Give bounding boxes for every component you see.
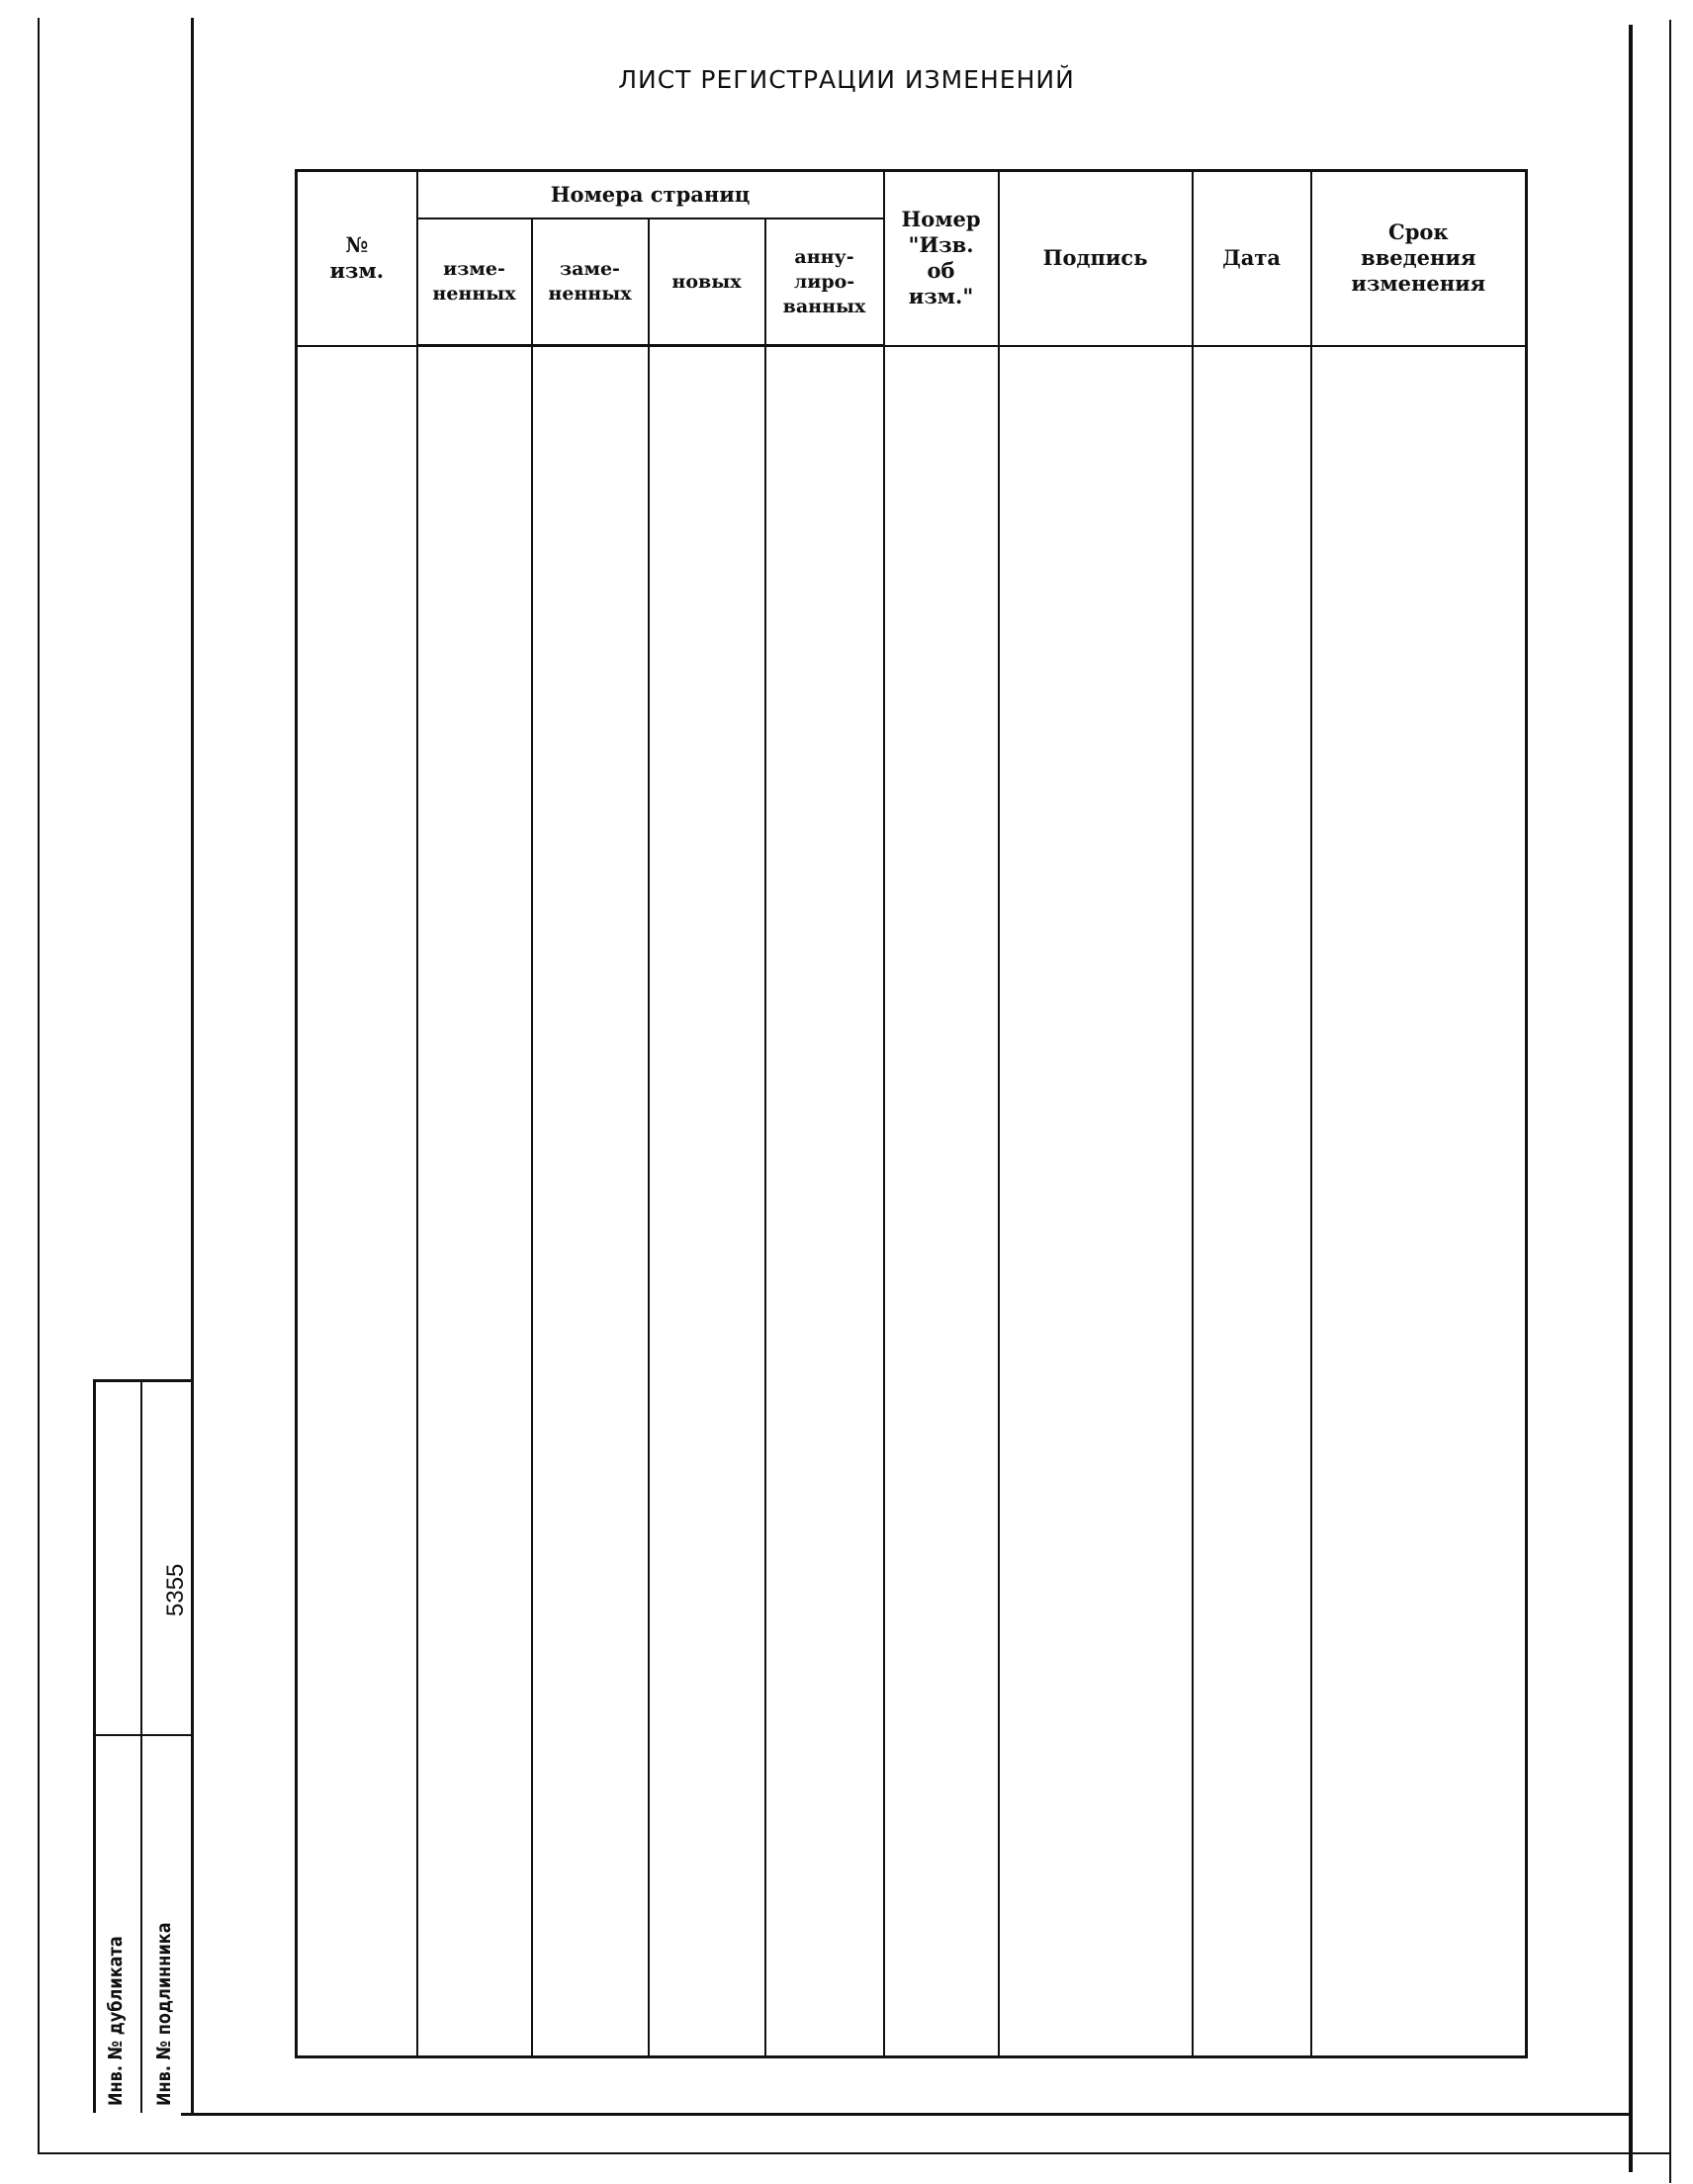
header-text: Номер: [901, 207, 981, 232]
header-text: ненных: [548, 283, 632, 305]
table-cell: [884, 346, 999, 2057]
header-page-numbers: Номера страниц: [417, 171, 884, 219]
header-text: об: [927, 258, 955, 284]
change-registration-table: [295, 169, 1528, 2058]
frame-bottom-line: [181, 2113, 1632, 2116]
table-cell: [417, 346, 532, 2057]
header-text: заме-: [560, 258, 620, 280]
page-title: ЛИСТ РЕГИСТРАЦИИ ИЗМЕНЕНИЙ: [618, 65, 1075, 94]
stamp-original-value: 5355: [162, 1563, 189, 1616]
header-text: ванных: [782, 295, 866, 317]
header-text: Срок: [1388, 219, 1449, 245]
header-signature: Подпись: [999, 171, 1193, 346]
header-change-number: [297, 171, 417, 346]
table-cell: [532, 346, 649, 2057]
header-text: №: [345, 232, 369, 258]
header-replaced-pages: [532, 218, 649, 346]
header-new-pages: новых: [649, 218, 765, 346]
table-cell: [649, 346, 765, 2057]
table-row: [297, 346, 1527, 2057]
stamp-original-label: Инв. № подлинника: [153, 1922, 175, 2106]
table-cell: [297, 346, 417, 2057]
sheet-bottom-edge: [38, 2152, 1671, 2154]
header-changed-pages: [417, 218, 532, 346]
stamp-top-line: [93, 1379, 192, 1382]
header-text: изменения: [1351, 271, 1486, 297]
stamp-duplicate-label: Инв. № дубликата: [105, 1936, 127, 2106]
table-cell: [765, 346, 884, 2057]
table-cell: [1193, 346, 1311, 2057]
header-text: ненных: [432, 283, 516, 305]
header-notice-number: [884, 171, 999, 346]
frame-left-line: [191, 18, 194, 2115]
header-text: изм.: [329, 258, 385, 284]
stamp-left-line: [93, 1379, 96, 2113]
header-text: лиро-: [793, 270, 855, 293]
header-text: изм.": [908, 284, 974, 309]
table-cell: [999, 346, 1193, 2057]
binding-margin-line: [38, 18, 40, 2153]
sheet-right-edge: [1669, 20, 1671, 2183]
stamp-mid-line: [140, 1379, 142, 2113]
header-text: введения: [1361, 245, 1476, 271]
header-text: анну-: [794, 245, 854, 268]
header-date: Дата: [1193, 171, 1311, 346]
header-annulled-pages: [765, 218, 884, 346]
table-cell: [1311, 346, 1527, 2057]
header-deadline: [1311, 171, 1527, 346]
header-text: изме-: [443, 258, 505, 280]
header-text: "Изв.: [908, 232, 974, 258]
stamp-divider-line: [93, 1734, 192, 1736]
table-header-row: [297, 171, 1527, 219]
frame-right-line: [1629, 25, 1633, 2172]
